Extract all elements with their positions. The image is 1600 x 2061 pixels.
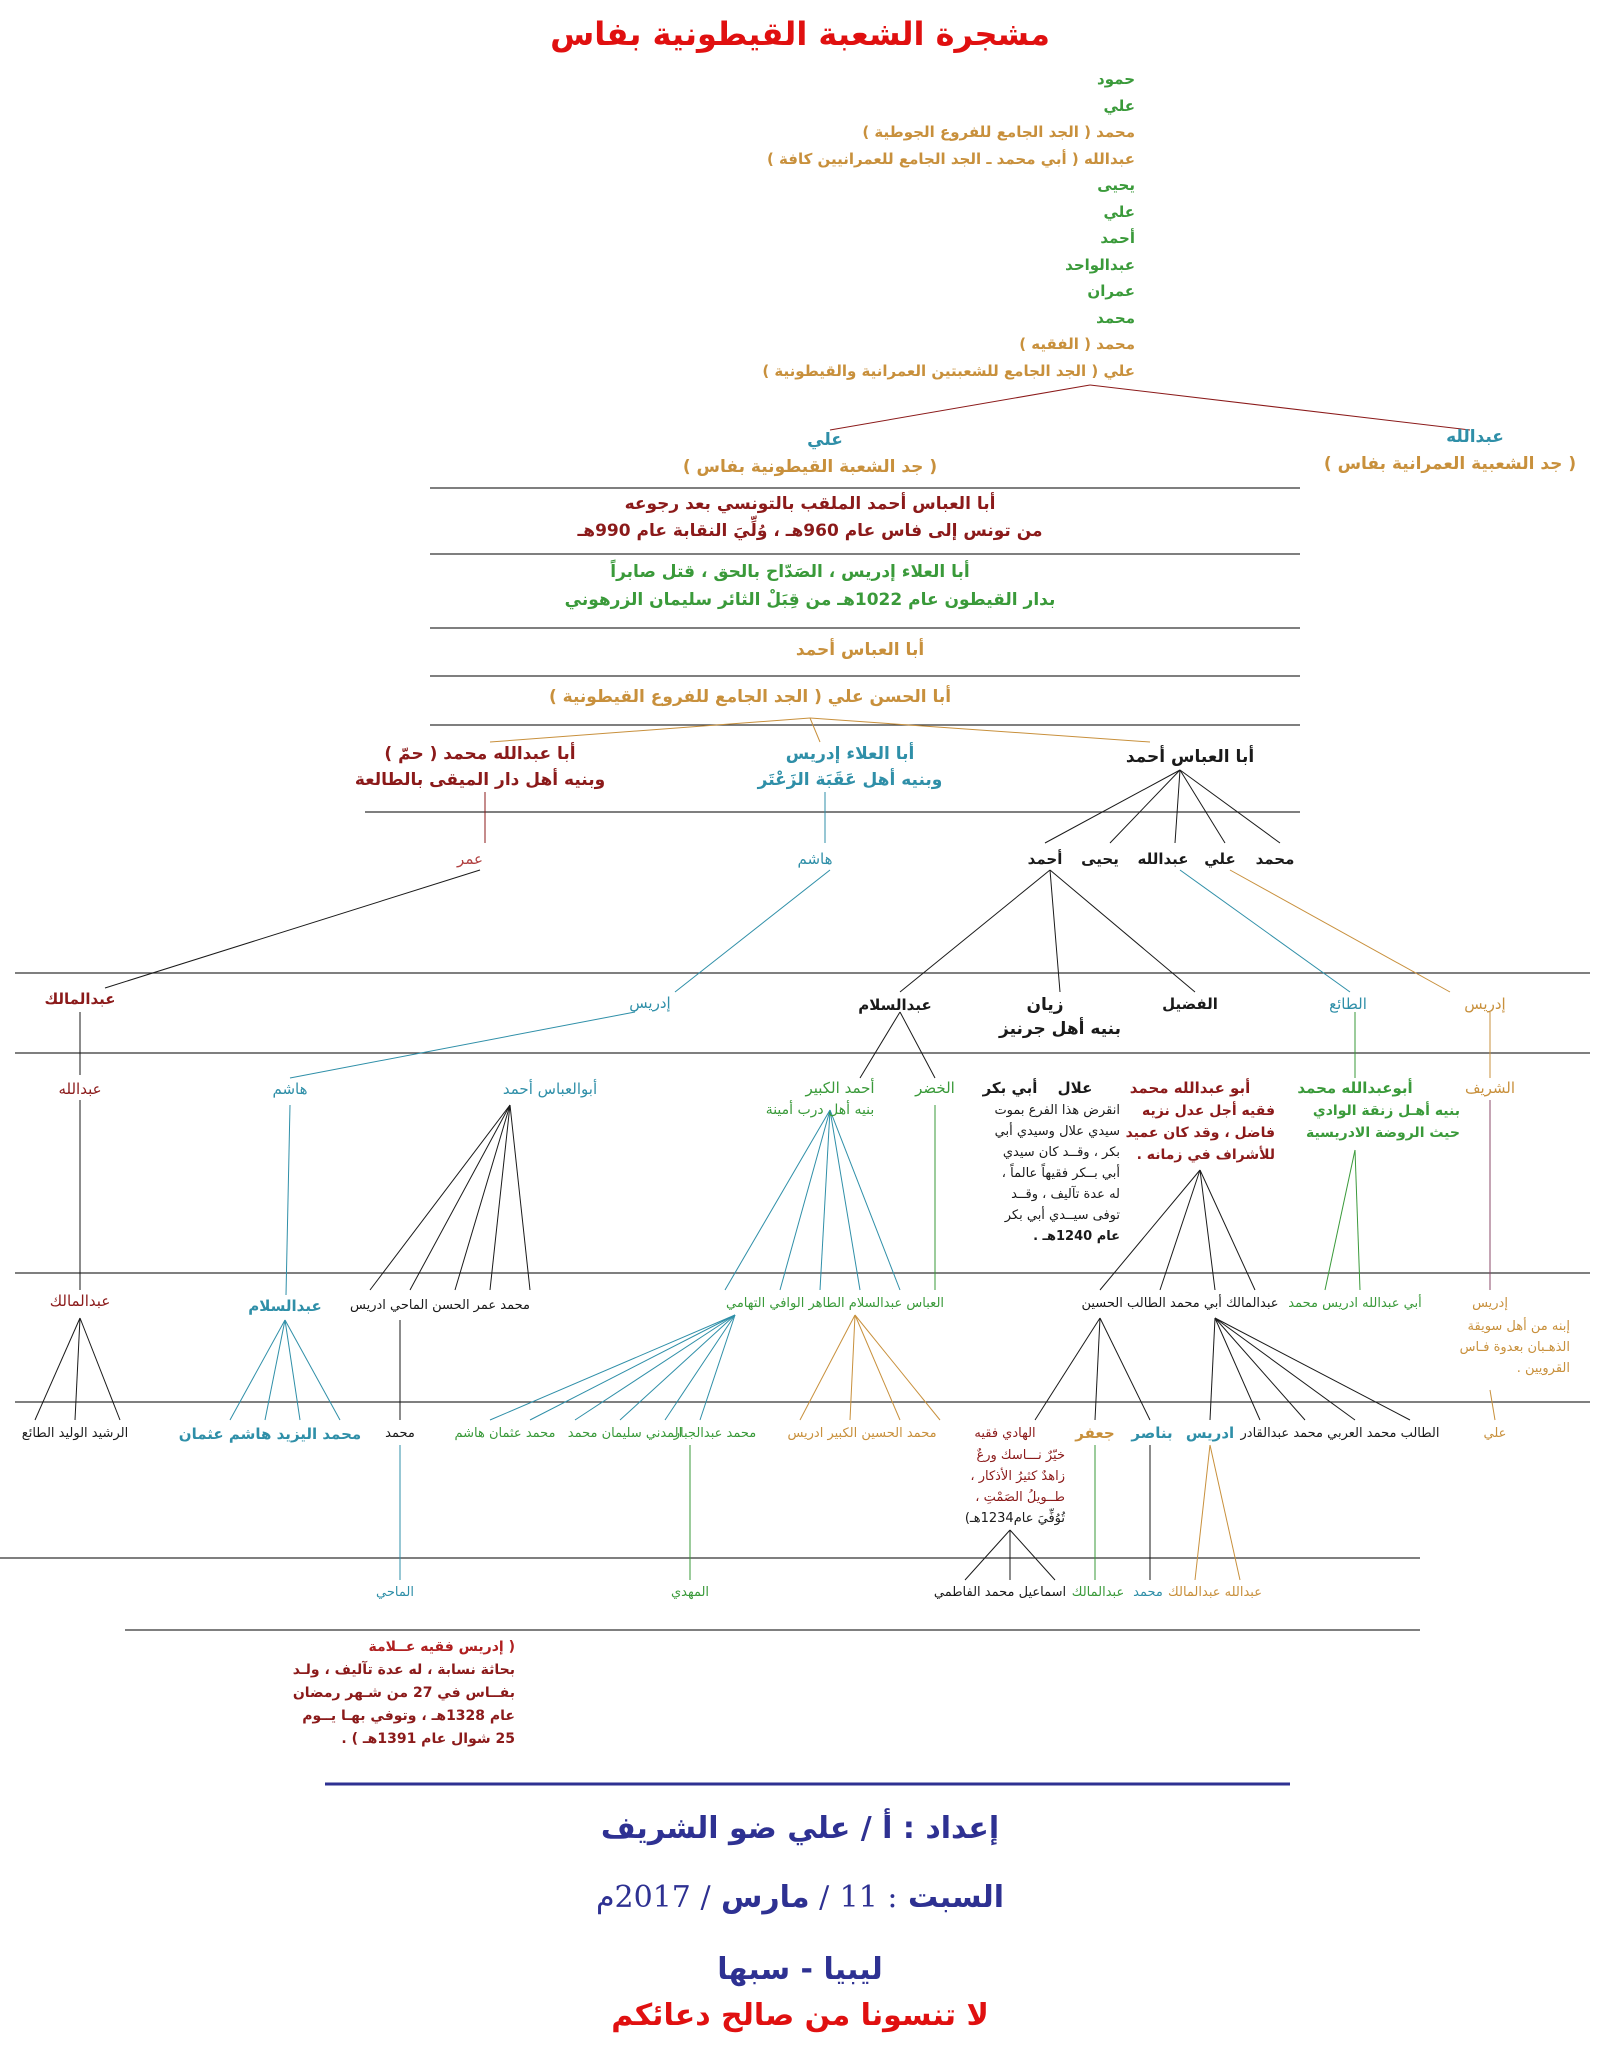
gen7-mahi: الماحي (376, 1585, 414, 1600)
gen3-zayan-note: بنيه أهل جرنيز (999, 1019, 1121, 1039)
gen6-sons-group-a: محمد عثمان هاشم (454, 1426, 556, 1441)
note-line: له عدة تآليف ، وقــد (1011, 1187, 1120, 1202)
gen4-khidr: الخضر (915, 1079, 955, 1097)
gen4-sharif: الشريف (1464, 1079, 1516, 1097)
chain-idris-saddah-note: بدار القيطون عام 1022هـ من قِبَلْ الثائر سليمان الزرهوني (564, 590, 1056, 610)
gen4-allal: علال (1057, 1079, 1093, 1097)
gen6-mohamed: محمد (385, 1426, 415, 1441)
gen1-abul-ala-idris-note: وبنيه أهل عَقَبَة الزَعْتَر (757, 770, 943, 790)
gen3-zayan: زيان (1026, 995, 1064, 1015)
node-abdallah-omrani-note: ( جد الشعبية العمرانية بفاس ) (1323, 454, 1577, 474)
gen1-abul-abbas-ahmad: أبا العباس أحمد (1125, 747, 1255, 767)
gen3-abdessalam: عبدالسلام (858, 996, 932, 1014)
gen4-abu-abdallah-taye: أبوعبدالله محمد (1297, 1079, 1413, 1097)
gen4-abu-abdallah-mohamed: أبو عبدالله محمد (1129, 1079, 1251, 1097)
gen3-idris2: إدريس (1464, 995, 1506, 1013)
page-title: مشجرة الشعبة القيطونية بفاس (550, 15, 1050, 53)
note-line: تُوُفِّيَ عام1234هـ) (964, 1511, 1065, 1526)
gen3-taye: الطائع (1329, 995, 1367, 1013)
separator: : (877, 1880, 898, 1915)
gen3-idris: إدريس (629, 994, 671, 1012)
gen5-idris: إدريس (1472, 1296, 1508, 1311)
chain-abul-hasan-ali: أبا الحسن علي ( الجد الجامع للفروع القيطونية ) (548, 687, 952, 707)
gen5-sons-fodail: عبدالمالك أبي محمد الطالب الحسين (1081, 1296, 1279, 1311)
gen2-ahmed: أحمد (1027, 850, 1063, 868)
gen2-yahya: يحيى (1081, 850, 1119, 868)
note-line: انقرض هذا الفرع بموت (994, 1103, 1120, 1118)
gen5-sons-taye: أبي عبدالله ادريس محمد (1288, 1296, 1422, 1311)
note-line: الذهـبان بعدوة فـاس (1459, 1340, 1570, 1355)
note-line: عام 1240هـ . (1033, 1229, 1120, 1244)
node-ali-qitouni: علي (807, 430, 843, 450)
gen2-abdallah: عبدالله (1137, 850, 1189, 868)
note-line: فاضل ، وقد كان عميد (1125, 1125, 1275, 1141)
prepared-label: إعداد (925, 1811, 1000, 1846)
note-line: عام 1328هـ ، وتوفي بهـا يــوم (302, 1708, 515, 1724)
gen1-abul-ala-idris: أبا العلاء إدريس (785, 744, 915, 764)
gen5-abdelmalek: عبدالمالك (49, 1292, 111, 1310)
author-name: أ / علي ضو الشريف (600, 1811, 893, 1846)
note-line: سيدي علال وسيدي أبي (994, 1124, 1120, 1139)
gen6-jafar: جعفر (1075, 1424, 1115, 1442)
note-line: بنيه أهـل زنقة الوادي (1312, 1103, 1460, 1119)
chain-ahmad-tounsi-note: من تونس إلى فاس عام 960هـ ، وُلِّيَ النقابة عام 990هـ (577, 521, 1043, 541)
chain-abul-abbas-ahmad: أبا العباس أحمد (795, 640, 925, 660)
note-line: زاهدٌ كثيرُ الأذكار ، (970, 1469, 1065, 1484)
gen6-sons-group-b: المدني سليمان محمد (567, 1426, 683, 1441)
gen6-sons-group-c: محمد عبدالجبار (673, 1426, 757, 1441)
note-line: حيث الروضة الادريسية (1305, 1125, 1460, 1141)
gen3-abdelmalek: عبدالمالك (44, 990, 116, 1008)
note-line: خيّرٌ نـــاسك ورعٌ (976, 1448, 1065, 1463)
gen4-abu-abdallah-taye-note (1285, 1100, 1460, 1144)
note-line: ( إدريس فقيه عــلامة (368, 1639, 515, 1655)
lineage-item: محمد ( الفقيه ) (1019, 335, 1135, 353)
note-line: للأشراف في زمانه . (1136, 1147, 1275, 1163)
note-line: القرويين . (1516, 1361, 1570, 1376)
lineage-item: يحيى (1097, 176, 1135, 194)
lineage-item: علي (1103, 96, 1135, 115)
gen6-sons-group-d: محمد الحسين الكبير ادريس (787, 1426, 937, 1441)
gen6-hadi-note (925, 1445, 1065, 1529)
gen5-idris-note (1415, 1316, 1570, 1379)
gen4-abulabbas-ahmad: أبوالعباس أحمد (502, 1080, 598, 1098)
gen5-abdessalam: عبدالسلام (248, 1297, 322, 1315)
lineage-list (600, 66, 1135, 384)
gen5-sons-ahmad-kabir: العباس عبدالسلام الطاهر الوافي التهامي (725, 1296, 945, 1311)
footer-prayer: لا تنسونا من صالح دعائكم (611, 1998, 989, 2033)
separator: / (690, 1880, 711, 1915)
lineage-item: عمران (1087, 282, 1135, 300)
lineage-item: حمود (1097, 70, 1135, 88)
footer-place: ليبيا - سبها (717, 1952, 883, 1987)
note-line: طــويلُ الصَمْتِ ، (975, 1490, 1065, 1505)
note-line: إبنه من أهل سويقة (1467, 1319, 1570, 1334)
note-line: فقيه أجل عدل نزيه (1142, 1103, 1275, 1119)
note-line: بحاثة نسابة ، له عدة تآليف ، ولـد (292, 1662, 515, 1678)
lineage-item: علي (1103, 202, 1135, 221)
note-line: 25 شوال عام 1391هـ ) . (341, 1731, 515, 1747)
gen7-sons-idris: عبدالله عبدالمالك (1168, 1585, 1262, 1600)
gen7-sons-nasser: محمد (1133, 1585, 1163, 1600)
lineage-item: عبدالواحد (1065, 255, 1135, 274)
footer-prepared-by (300, 1808, 1300, 1850)
gen4-abu-abdallah-note (1115, 1100, 1275, 1166)
note-line: أبي بــكر فقيهاً عالماً ، (1001, 1166, 1120, 1181)
gen2-ali: علي (1204, 850, 1236, 868)
footer-date (300, 1877, 1300, 1919)
gen7-mahdi: المهدي (670, 1585, 710, 1600)
node-ali-qitouni-note: ( جد الشعبة القيطونية بفاس ) (682, 457, 938, 477)
gen6-sons-abdessalam: محمد اليزيد هاشم عثمان (178, 1425, 362, 1443)
idris-allama-note (245, 1636, 515, 1751)
lineage-item: أحمد (1100, 229, 1135, 247)
separator: : (892, 1811, 915, 1846)
note-line: بكر ، وقــد كان سيدي (1002, 1145, 1120, 1160)
separator: / (809, 1880, 830, 1915)
chain-ahmad-tounsi: أبا العباس أحمد الملقب بالتونسي بعد رجوعه (624, 494, 996, 514)
date-year: 2017م (595, 1880, 691, 1915)
gen6-nasser: بناصر (1131, 1424, 1173, 1442)
node-abdallah-omrani: عبدالله (1446, 427, 1504, 447)
note-line: بفــاس في 27 من شـهر رمضان (292, 1685, 515, 1701)
gen4-abubakr: أبي بكر (982, 1079, 1038, 1097)
date-day: 11 (839, 1880, 878, 1915)
gen2-hashem: هاشم (797, 850, 833, 868)
gen6-sons-abdelmalek: الرشيد الوليد الطائع (21, 1426, 129, 1441)
gen4-allal-note (960, 1100, 1120, 1247)
gen3-fodail: الفضيل (1162, 995, 1218, 1013)
gen7-sons-jafar: عبدالمالك (1071, 1585, 1125, 1600)
date-month: مارس (721, 1880, 810, 1915)
gen4-hashem: هاشم (272, 1080, 308, 1098)
gen2-omar: عمر (457, 850, 483, 868)
gen4-ahmad-kabir: أحمد الكبير (805, 1079, 875, 1097)
gen6-ali: علي (1483, 1426, 1507, 1441)
lineage-item: محمد ( الجد الجامع للفروع الجوطية ) (862, 123, 1135, 141)
gen6-sons-talib: الطالب محمد العربي محمد عبدالقادر (1240, 1426, 1440, 1441)
lineage-item: محمد (1096, 308, 1135, 327)
gen6-hadi: الهادي فقيه (974, 1426, 1036, 1441)
chain-idris-saddah: أبا العلاء إدريس ، الصَدّاح بالحق ، قتل صابراً (610, 562, 970, 582)
gen4-ahmad-kabir-note: بنيه أهل درب أمينة (765, 1102, 875, 1118)
lineage-item: علي ( الجد الجامع للشعبتين العمرانية والقيطونية ) (762, 361, 1135, 380)
gen1-abu-abdallah-mohamed-note: وبنيه أهل دار الميقى بالطالعة (354, 770, 606, 790)
gen1-abu-abdallah-mohamed: أبا عبدالله محمد ( حمّ ) (384, 744, 576, 764)
gen4-abdallah: عبدالله (58, 1080, 102, 1098)
gen6-idris: ادريس (1185, 1424, 1235, 1442)
note-line: توفى سيــدي أبي بكر (1004, 1208, 1120, 1223)
gen2-mohamed: محمد (1255, 850, 1295, 868)
gen5-sons-abulabbas: محمد عمر الحسن الماحي ادريس (350, 1298, 530, 1313)
lineage-item: عبدالله ( أبي محمد ـ الجد الجامع للعمرانيين كافة ) (766, 149, 1135, 168)
gen7-sons-hadi: اسماعيل محمد الفاطمي (933, 1585, 1067, 1600)
date-day-name: السبت (907, 1880, 1005, 1915)
